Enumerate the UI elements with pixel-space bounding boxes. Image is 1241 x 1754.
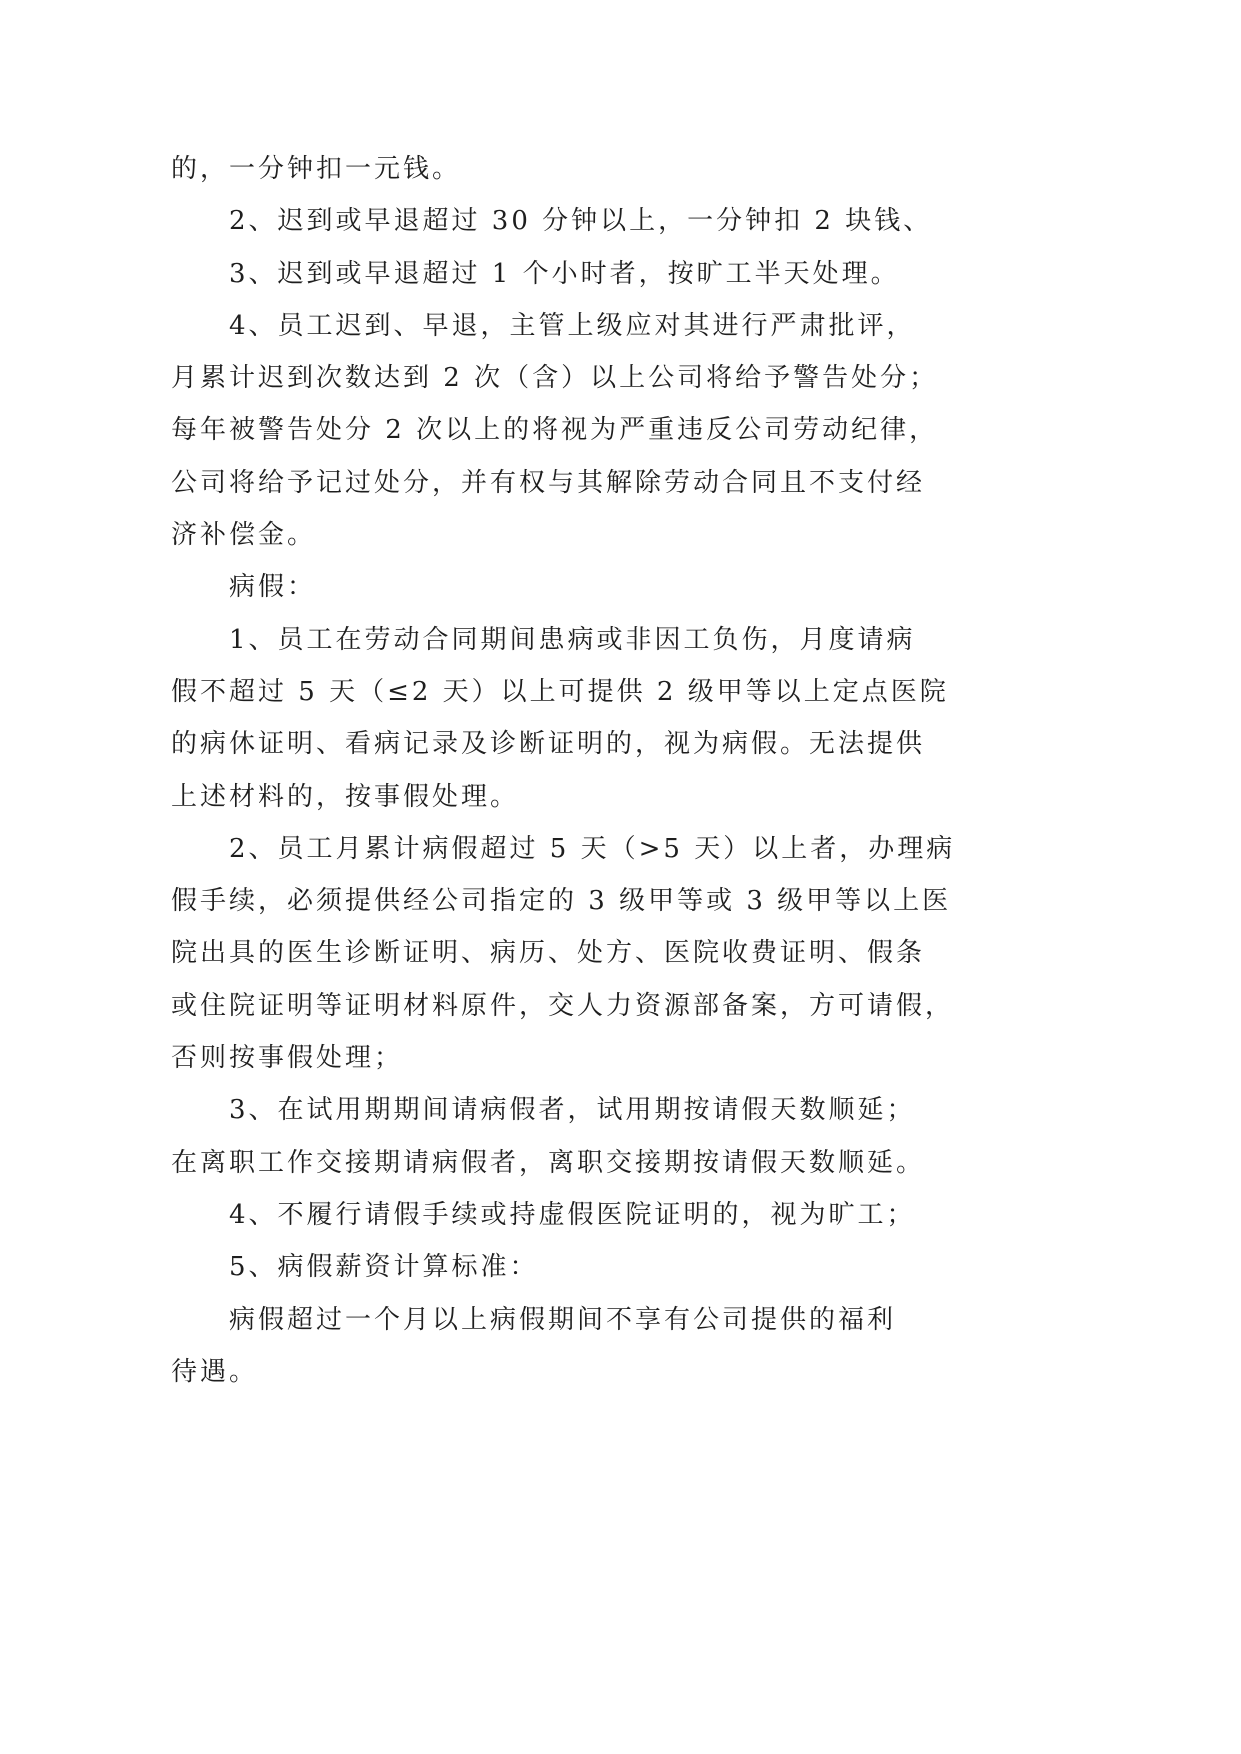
text-line: 假不超过 5 天（≤2 天）以上可提供 2 级甲等以上定点医院 (171, 676, 949, 707)
text-line: 假手续，必须提供经公司指定的 3 级甲等或 3 级甲等以上医 (171, 886, 952, 917)
text-line: 或住院证明等证明材料原件，交人力资源部备案，方可请假， (171, 990, 955, 1021)
text-line: 4、不履行请假手续或持虚假医院证明的，视为旷工； (229, 1199, 916, 1230)
text-line: 待遇。 (171, 1356, 259, 1387)
section-heading: 病假： (229, 572, 317, 603)
text-line: 的病休证明、看病记录及诊断证明的，视为病假。无法提供 (171, 729, 926, 760)
text-line: 否则按事假处理； (171, 1043, 404, 1074)
text-line: 济补偿金。 (171, 520, 317, 551)
text-line: 月累计迟到次数达到 2 次（含）以上公司将给予警告处分； (171, 363, 939, 394)
text-line: 4、员工迟到、早退，主管上级应对其进行严肃批评， (229, 310, 916, 341)
text-line: 在离职工作交接期请病假者，离职交接期按请假天数顺延。 (171, 1147, 926, 1178)
text-line: 2、迟到或早退超过 30 分钟以上，一分钟扣 2 块钱、 (229, 206, 933, 237)
text-line: 公司将给予记过处分，并有权与其解除劳动合同且不支付经 (171, 467, 926, 498)
text-line: 3、在试用期期间请病假者，试用期按请假天数顺延； (229, 1095, 916, 1126)
text-line: 上述材料的，按事假处理。 (171, 781, 520, 812)
text-line: 1、员工在劳动合同期间患病或非因工负伤，月度请病 (229, 624, 916, 655)
text-line: 5、病假薪资计算标准： (229, 1252, 539, 1283)
text-line: 3、迟到或早退超过 1 个小时者，按旷工半天处理。 (229, 258, 900, 289)
text-line: 每年被警告处分 2 次以上的将视为严重违反公司劳动纪律， (171, 415, 939, 446)
text-line: 院出具的医生诊断证明、病历、处方、医院收费证明、假条 (171, 938, 926, 969)
text-line: 的，一分钟扣一元钱。 (171, 154, 462, 184)
text-line: 病假超过一个月以上病假期间不享有公司提供的福利 (229, 1304, 897, 1335)
document-body (171, 143, 971, 1398)
text-line: 2、员工月累计病假超过 5 天（>5 天）以上者，办理病 (229, 833, 956, 864)
